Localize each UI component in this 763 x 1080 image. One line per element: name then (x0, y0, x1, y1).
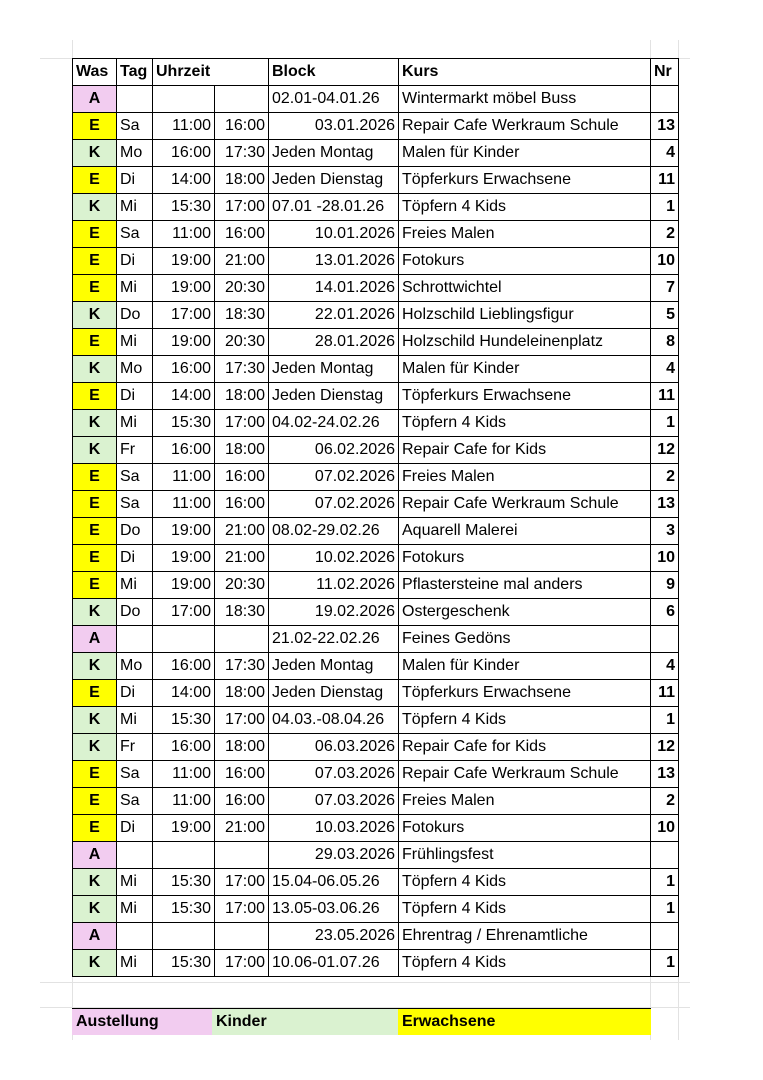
table-row (73, 599, 679, 626)
day-cell (117, 86, 153, 113)
end-time-cell: 21:00 (215, 248, 269, 275)
start-time-cell: 17:00 (153, 599, 215, 626)
number-cell: 11 (651, 680, 679, 707)
end-time-cell: 20:30 (215, 275, 269, 302)
start-time-cell: 15:30 (153, 194, 215, 221)
start-time-cell: 14:00 (153, 383, 215, 410)
course-cell: Freies Malen (399, 221, 651, 248)
day-cell: Mi (117, 329, 153, 356)
day-cell: Mi (117, 572, 153, 599)
course-cell: Frühlingsfest (399, 842, 651, 869)
block-cell: 28.01.2026 (269, 329, 399, 356)
end-time-cell: 16:00 (215, 788, 269, 815)
table-row (73, 572, 679, 599)
table-row (73, 329, 679, 356)
course-cell: Freies Malen (399, 464, 651, 491)
number-cell: 11 (651, 383, 679, 410)
number-cell: 1 (651, 194, 679, 221)
was-cell: K (73, 707, 117, 734)
block-cell: Jeden Dienstag (269, 383, 399, 410)
was-cell: E (73, 248, 117, 275)
number-cell: 9 (651, 572, 679, 599)
course-cell: Malen für Kinder (399, 140, 651, 167)
legend (72, 1008, 651, 1035)
number-cell: 1 (651, 896, 679, 923)
course-cell: Fotokurs (399, 815, 651, 842)
block-cell: 11.02.2026 (269, 572, 399, 599)
was-cell: E (73, 329, 117, 356)
block-cell: 21.02-22.02.26 (269, 626, 399, 653)
start-time-cell (153, 86, 215, 113)
day-cell: Di (117, 248, 153, 275)
table-row (73, 950, 679, 977)
number-cell: 13 (651, 761, 679, 788)
block-cell: Jeden Montag (269, 356, 399, 383)
table-row (73, 734, 679, 761)
start-time-cell: 16:00 (153, 356, 215, 383)
day-cell: Mi (117, 896, 153, 923)
course-cell: Wintermarkt möbel Buss (399, 86, 651, 113)
start-time-cell: 11:00 (153, 788, 215, 815)
number-cell: 12 (651, 734, 679, 761)
number-cell (651, 923, 679, 950)
course-cell: Töpfern 4 Kids (399, 950, 651, 977)
table-row (73, 680, 679, 707)
table-row (73, 113, 679, 140)
header-tag: Tag (117, 59, 153, 86)
was-cell: A (73, 626, 117, 653)
day-cell: Do (117, 518, 153, 545)
start-time-cell: 14:00 (153, 167, 215, 194)
number-cell (651, 86, 679, 113)
block-cell: Jeden Montag (269, 140, 399, 167)
number-cell: 2 (651, 464, 679, 491)
start-time-cell: 11:00 (153, 464, 215, 491)
block-cell: 04.02-24.02.26 (269, 410, 399, 437)
start-time-cell: 15:30 (153, 950, 215, 977)
number-cell: 13 (651, 113, 679, 140)
day-cell: Sa (117, 761, 153, 788)
end-time-cell: 17:30 (215, 356, 269, 383)
block-cell: 07.03.2026 (269, 788, 399, 815)
day-cell: Mo (117, 356, 153, 383)
course-cell: Freies Malen (399, 788, 651, 815)
start-time-cell: 16:00 (153, 437, 215, 464)
start-time-cell: 19:00 (153, 248, 215, 275)
number-cell: 4 (651, 140, 679, 167)
end-time-cell: 18:00 (215, 734, 269, 761)
day-cell: Fr (117, 734, 153, 761)
end-time-cell: 20:30 (215, 572, 269, 599)
start-time-cell (153, 626, 215, 653)
was-cell: K (73, 950, 117, 977)
start-time-cell: 19:00 (153, 329, 215, 356)
was-cell: A (73, 923, 117, 950)
end-time-cell: 17:00 (215, 869, 269, 896)
block-cell: 08.02-29.02.26 (269, 518, 399, 545)
table-row (73, 545, 679, 572)
end-time-cell: 21:00 (215, 815, 269, 842)
table-row (73, 248, 679, 275)
end-time-cell: 17:00 (215, 194, 269, 221)
block-cell: 06.03.2026 (269, 734, 399, 761)
course-cell: Töpfern 4 Kids (399, 896, 651, 923)
course-cell: Töpferkurs Erwachsene (399, 383, 651, 410)
number-cell: 6 (651, 599, 679, 626)
number-cell: 3 (651, 518, 679, 545)
day-cell: Sa (117, 491, 153, 518)
header-row (73, 59, 679, 86)
table-row (73, 707, 679, 734)
end-time-cell: 20:30 (215, 329, 269, 356)
block-cell: 07.02.2026 (269, 491, 399, 518)
end-time-cell: 18:00 (215, 680, 269, 707)
block-cell: 10.06-01.07.26 (269, 950, 399, 977)
course-cell: Repair Cafe for Kids (399, 734, 651, 761)
block-cell: 06.02.2026 (269, 437, 399, 464)
start-time-cell (153, 923, 215, 950)
was-cell: E (73, 491, 117, 518)
day-cell: Mi (117, 707, 153, 734)
table-row (73, 491, 679, 518)
day-cell: Mi (117, 950, 153, 977)
day-cell: Do (117, 302, 153, 329)
was-cell: K (73, 410, 117, 437)
number-cell (651, 626, 679, 653)
schedule-table (72, 58, 679, 977)
day-cell: Sa (117, 788, 153, 815)
table-row (73, 464, 679, 491)
table-row (73, 626, 679, 653)
course-cell: Repair Cafe for Kids (399, 437, 651, 464)
day-cell: Di (117, 680, 153, 707)
number-cell: 4 (651, 356, 679, 383)
number-cell: 1 (651, 869, 679, 896)
end-time-cell: 17:00 (215, 950, 269, 977)
table-row (73, 761, 679, 788)
was-cell: E (73, 518, 117, 545)
number-cell: 4 (651, 653, 679, 680)
end-time-cell: 18:30 (215, 302, 269, 329)
table-row (73, 815, 679, 842)
table-row (73, 410, 679, 437)
block-cell: 04.03.-08.04.26 (269, 707, 399, 734)
legend-erwachsene: Erwachsene (398, 1009, 651, 1035)
day-cell: Di (117, 167, 153, 194)
was-cell: A (73, 842, 117, 869)
start-time-cell (153, 842, 215, 869)
table-row (73, 518, 679, 545)
was-cell: E (73, 275, 117, 302)
start-time-cell: 15:30 (153, 410, 215, 437)
course-cell: Töpfern 4 Kids (399, 194, 651, 221)
number-cell: 2 (651, 221, 679, 248)
course-cell: Repair Cafe Werkraum Schule (399, 761, 651, 788)
table-row (73, 653, 679, 680)
day-cell: Mi (117, 410, 153, 437)
block-cell: 15.04-06.05.26 (269, 869, 399, 896)
gridline (40, 982, 690, 983)
start-time-cell: 16:00 (153, 653, 215, 680)
end-time-cell: 21:00 (215, 545, 269, 572)
day-cell: Mi (117, 869, 153, 896)
end-time-cell: 18:00 (215, 383, 269, 410)
header-uhrzeit: Uhrzeit (153, 59, 269, 86)
day-cell (117, 923, 153, 950)
day-cell: Sa (117, 221, 153, 248)
start-time-cell: 19:00 (153, 815, 215, 842)
end-time-cell: 16:00 (215, 464, 269, 491)
course-cell: Fotokurs (399, 248, 651, 275)
block-cell: 07.02.2026 (269, 464, 399, 491)
table-row (73, 194, 679, 221)
start-time-cell: 19:00 (153, 518, 215, 545)
block-cell: Jeden Montag (269, 653, 399, 680)
header-kurs: Kurs (399, 59, 651, 86)
day-cell: Mi (117, 275, 153, 302)
number-cell: 10 (651, 545, 679, 572)
table-row (73, 869, 679, 896)
number-cell: 11 (651, 167, 679, 194)
course-cell: Pflastersteine mal anders (399, 572, 651, 599)
start-time-cell: 11:00 (153, 113, 215, 140)
number-cell: 2 (651, 788, 679, 815)
end-time-cell: 18:30 (215, 599, 269, 626)
course-cell: Aquarell Malerei (399, 518, 651, 545)
legend-ausstellung: Austellung (72, 1009, 212, 1035)
was-cell: K (73, 356, 117, 383)
table-row (73, 896, 679, 923)
course-cell: Töpferkurs Erwachsene (399, 167, 651, 194)
number-cell: 12 (651, 437, 679, 464)
course-cell: Töpfern 4 Kids (399, 869, 651, 896)
course-cell: Ehrentrag / Ehrenamtliche (399, 923, 651, 950)
end-time-cell: 16:00 (215, 761, 269, 788)
course-cell: Holzschild Lieblingsfigur (399, 302, 651, 329)
course-cell: Malen für Kinder (399, 356, 651, 383)
table-row (73, 167, 679, 194)
was-cell: E (73, 545, 117, 572)
block-cell: 07.01 -28.01.26 (269, 194, 399, 221)
table-row (73, 788, 679, 815)
was-cell: E (73, 464, 117, 491)
start-time-cell: 11:00 (153, 491, 215, 518)
number-cell: 7 (651, 275, 679, 302)
block-cell: 10.01.2026 (269, 221, 399, 248)
end-time-cell: 17:00 (215, 707, 269, 734)
block-cell: 23.05.2026 (269, 923, 399, 950)
table-row (73, 842, 679, 869)
start-time-cell: 15:30 (153, 707, 215, 734)
table-row (73, 302, 679, 329)
block-cell: 13.05-03.06.26 (269, 896, 399, 923)
number-cell (651, 842, 679, 869)
was-cell: K (73, 869, 117, 896)
table-row (73, 221, 679, 248)
end-time-cell: 18:00 (215, 167, 269, 194)
was-cell: K (73, 896, 117, 923)
table-row (73, 140, 679, 167)
course-cell: Repair Cafe Werkraum Schule (399, 491, 651, 518)
day-cell: Di (117, 815, 153, 842)
number-cell: 13 (651, 491, 679, 518)
course-cell: Repair Cafe Werkraum Schule (399, 113, 651, 140)
end-time-cell: 21:00 (215, 518, 269, 545)
table-row (73, 437, 679, 464)
end-time-cell: 17:30 (215, 140, 269, 167)
was-cell: K (73, 653, 117, 680)
header-block: Block (269, 59, 399, 86)
was-cell: E (73, 383, 117, 410)
was-cell: E (73, 572, 117, 599)
number-cell: 1 (651, 950, 679, 977)
was-cell: A (73, 86, 117, 113)
number-cell: 1 (651, 410, 679, 437)
start-time-cell: 14:00 (153, 680, 215, 707)
course-cell: Malen für Kinder (399, 653, 651, 680)
block-cell: 10.02.2026 (269, 545, 399, 572)
was-cell: E (73, 761, 117, 788)
day-cell (117, 626, 153, 653)
end-time-cell: 17:00 (215, 896, 269, 923)
start-time-cell: 19:00 (153, 275, 215, 302)
day-cell: Mo (117, 140, 153, 167)
block-cell: 14.01.2026 (269, 275, 399, 302)
legend-kinder: Kinder (212, 1009, 398, 1035)
number-cell: 1 (651, 707, 679, 734)
start-time-cell: 15:30 (153, 896, 215, 923)
was-cell: K (73, 302, 117, 329)
header-nr: Nr (651, 59, 679, 86)
course-cell: Töpfern 4 Kids (399, 707, 651, 734)
was-cell: E (73, 680, 117, 707)
was-cell: E (73, 113, 117, 140)
table-row (73, 275, 679, 302)
number-cell: 8 (651, 329, 679, 356)
end-time-cell (215, 923, 269, 950)
day-cell: Di (117, 383, 153, 410)
course-cell: Ostergeschenk (399, 599, 651, 626)
day-cell: Sa (117, 464, 153, 491)
was-cell: K (73, 437, 117, 464)
table-row (73, 383, 679, 410)
was-cell: K (73, 599, 117, 626)
end-time-cell (215, 86, 269, 113)
start-time-cell: 11:00 (153, 221, 215, 248)
start-time-cell: 19:00 (153, 545, 215, 572)
block-cell: 13.01.2026 (269, 248, 399, 275)
was-cell: E (73, 221, 117, 248)
block-cell: 02.01-04.01.26 (269, 86, 399, 113)
start-time-cell: 17:00 (153, 302, 215, 329)
number-cell: 10 (651, 248, 679, 275)
was-cell: K (73, 140, 117, 167)
end-time-cell: 16:00 (215, 113, 269, 140)
block-cell: Jeden Dienstag (269, 167, 399, 194)
was-cell: E (73, 167, 117, 194)
was-cell: E (73, 815, 117, 842)
was-cell: E (73, 788, 117, 815)
start-time-cell: 11:00 (153, 761, 215, 788)
block-cell: 22.01.2026 (269, 302, 399, 329)
end-time-cell: 18:00 (215, 437, 269, 464)
day-cell: Fr (117, 437, 153, 464)
course-cell: Schrottwichtel (399, 275, 651, 302)
number-cell: 5 (651, 302, 679, 329)
end-time-cell: 17:30 (215, 653, 269, 680)
course-cell: Töpfern 4 Kids (399, 410, 651, 437)
number-cell: 10 (651, 815, 679, 842)
end-time-cell: 16:00 (215, 491, 269, 518)
course-cell: Töpferkurs Erwachsene (399, 680, 651, 707)
start-time-cell: 16:00 (153, 140, 215, 167)
day-cell: Sa (117, 113, 153, 140)
day-cell: Mi (117, 194, 153, 221)
end-time-cell: 17:00 (215, 410, 269, 437)
table-row (73, 356, 679, 383)
was-cell: K (73, 194, 117, 221)
was-cell: K (73, 734, 117, 761)
course-cell: Holzschild Hundeleinenplatz (399, 329, 651, 356)
header-was: Was (73, 59, 117, 86)
day-cell: Do (117, 599, 153, 626)
start-time-cell: 19:00 (153, 572, 215, 599)
day-cell: Di (117, 545, 153, 572)
block-cell: 03.01.2026 (269, 113, 399, 140)
day-cell: Mo (117, 653, 153, 680)
table-row (73, 86, 679, 113)
block-cell: Jeden Dienstag (269, 680, 399, 707)
course-cell: Feines Gedöns (399, 626, 651, 653)
block-cell: 29.03.2026 (269, 842, 399, 869)
start-time-cell: 15:30 (153, 869, 215, 896)
table-row (73, 923, 679, 950)
end-time-cell (215, 626, 269, 653)
block-cell: 10.03.2026 (269, 815, 399, 842)
end-time-cell: 16:00 (215, 221, 269, 248)
day-cell (117, 842, 153, 869)
end-time-cell (215, 842, 269, 869)
course-cell: Fotokurs (399, 545, 651, 572)
block-cell: 19.02.2026 (269, 599, 399, 626)
block-cell: 07.03.2026 (269, 761, 399, 788)
start-time-cell: 16:00 (153, 734, 215, 761)
